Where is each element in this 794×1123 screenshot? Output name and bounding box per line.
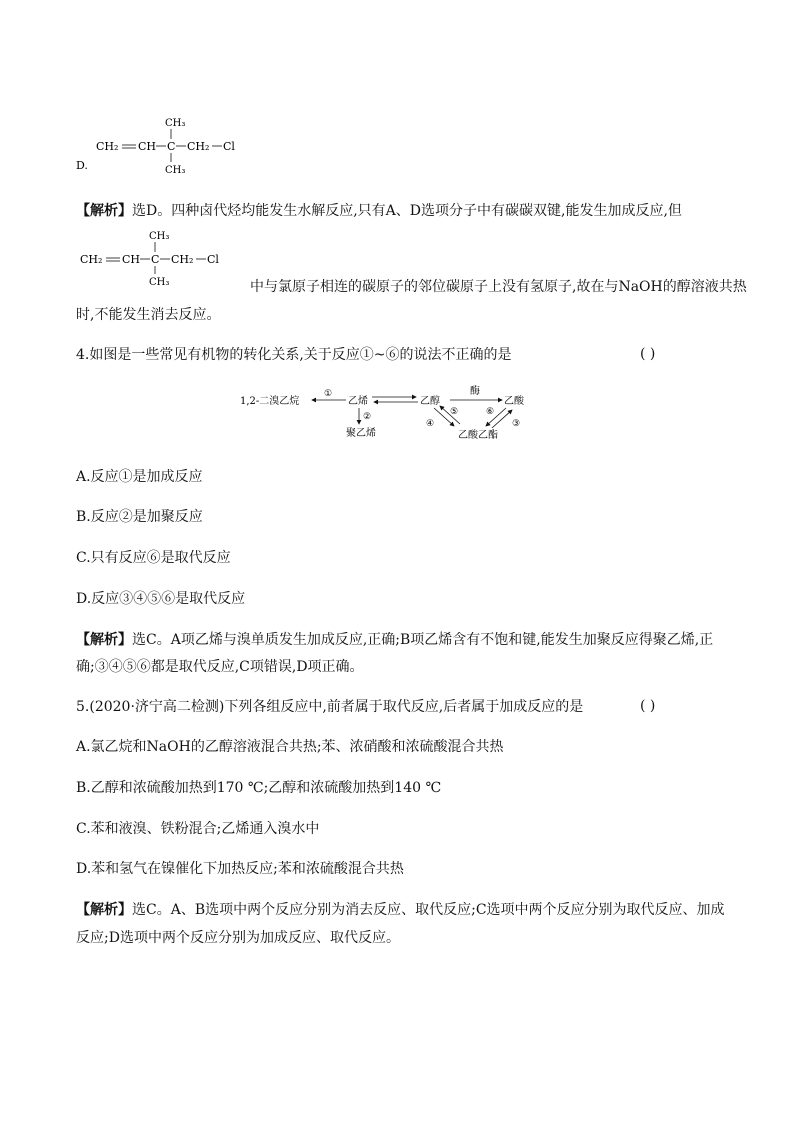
formula-ch3-bottom: CH₃ xyxy=(149,277,170,288)
node-dibromoethane: 1,2-二溴乙烷 xyxy=(240,396,300,407)
q5-option-a: A.氯乙烷和NaOH的乙醇溶液混合共热;苯、浓硝酸和浓硫酸混合共热 xyxy=(76,739,504,755)
formula-ch3-bottom: CH₃ xyxy=(165,165,186,176)
q4-stem: 4.如图是一些常见有机物的转化关系,关于反应①~⑥的说法不正确的是 xyxy=(76,347,512,363)
label-r5: ⑤ xyxy=(450,407,459,417)
q3-analysis-line2: 中与氯原子相连的碳原子的邻位碳原子上没有氢原子,故在与NaOH的醇溶液共热 xyxy=(250,279,747,295)
formula-ch: CH xyxy=(122,253,141,266)
node-polyethylene: 聚乙烯 xyxy=(346,428,376,439)
q5-analysis-line2: 反应;D选项中两个反应分别为加成反应、取代反应。 xyxy=(76,930,400,946)
analysis-text: 选C。A项乙烯与溴单质发生加成反应,正确;B项乙烯含有不饱和键,能发生加聚反应得聚乙烯,正 xyxy=(132,632,714,648)
node-acetic-acid: 乙酸 xyxy=(504,396,524,407)
label-enzyme: 酶 xyxy=(470,386,480,397)
q3-analysis-line1 xyxy=(76,202,682,220)
node-ethyl-acetate: 乙酸乙酯 xyxy=(458,430,498,441)
formula-c: C xyxy=(151,253,160,266)
label-r6: ⑥ xyxy=(486,407,495,417)
q5-stem: 5.(2020·济宁高二检测)下列各组反应中,前者属于取代反应,后者属于加成反应的是 xyxy=(76,699,584,715)
label-r2: ② xyxy=(363,412,372,422)
analysis-text: 选D。四种卤代烃均能发生水解反应,只有A、D选项分子中有碳碳双键,能发生加成反应,但 xyxy=(132,203,682,219)
node-ethanol: 乙醇 xyxy=(420,396,440,407)
formula-ch2: CH₂ xyxy=(96,140,119,153)
label-r3: ③ xyxy=(512,419,521,429)
label-r4: ④ xyxy=(426,419,435,429)
option-d-label: D. xyxy=(76,159,88,172)
formula-cl: Cl xyxy=(223,140,235,153)
formula-ch: CH xyxy=(138,140,157,153)
q4-conversion-diagram xyxy=(240,382,540,442)
analysis-tag: 【解析】 xyxy=(76,632,132,648)
formula-ch3-top: CH₃ xyxy=(165,118,186,129)
formula-cl: Cl xyxy=(207,253,219,266)
q3-analysis-line3: 时,不能发生消去反应。 xyxy=(76,307,221,323)
q5-option-d: D.苯和氢气在镍催化下加热反应;苯和浓硫酸混合共热 xyxy=(76,861,404,877)
q5-analysis-line1 xyxy=(76,901,725,919)
analysis-tag: 【解析】 xyxy=(76,203,132,219)
analysis-text: 选C。A、B选项中两个反应分别为消去反应、取代反应;C选项中两个反应分别为取代反应、加成 xyxy=(132,902,725,918)
node-ethylene: 乙烯 xyxy=(348,396,368,407)
q4-analysis-line1 xyxy=(76,631,713,649)
formula-ch2b: CH₂ xyxy=(187,140,210,153)
analysis-tag: 【解析】 xyxy=(76,902,132,918)
formula-ch3-top: CH₃ xyxy=(149,231,170,242)
q4-option-d: D.反应③④⑤⑥是取代反应 xyxy=(76,591,246,607)
formula-ch2: CH₂ xyxy=(80,253,103,266)
q4-option-b: B.反应②是加聚反应 xyxy=(76,509,203,525)
q4-answer-paren: ( ) xyxy=(640,346,656,362)
option-d-formula xyxy=(76,112,276,182)
q5-option-b: B.乙醇和浓硫酸加热到170 ℃;乙醇和浓硫酸加热到140 ℃ xyxy=(76,780,442,796)
q5-answer-paren: ( ) xyxy=(640,698,656,714)
q4-option-c: C.只有反应⑥是取代反应 xyxy=(76,550,231,566)
formula-c: C xyxy=(167,140,176,153)
q5-option-c: C.苯和液溴、铁粉混合;乙烯通入溴水中 xyxy=(76,821,320,837)
q4-analysis-line2: 确;③④⑤⑥都是取代反应,C项错误,D项正确。 xyxy=(76,659,364,675)
q4-option-a: A.反应①是加成反应 xyxy=(76,469,203,485)
formula-ch2b: CH₂ xyxy=(171,253,194,266)
q3-analysis-formula xyxy=(80,228,240,290)
label-r1: ① xyxy=(324,389,333,399)
